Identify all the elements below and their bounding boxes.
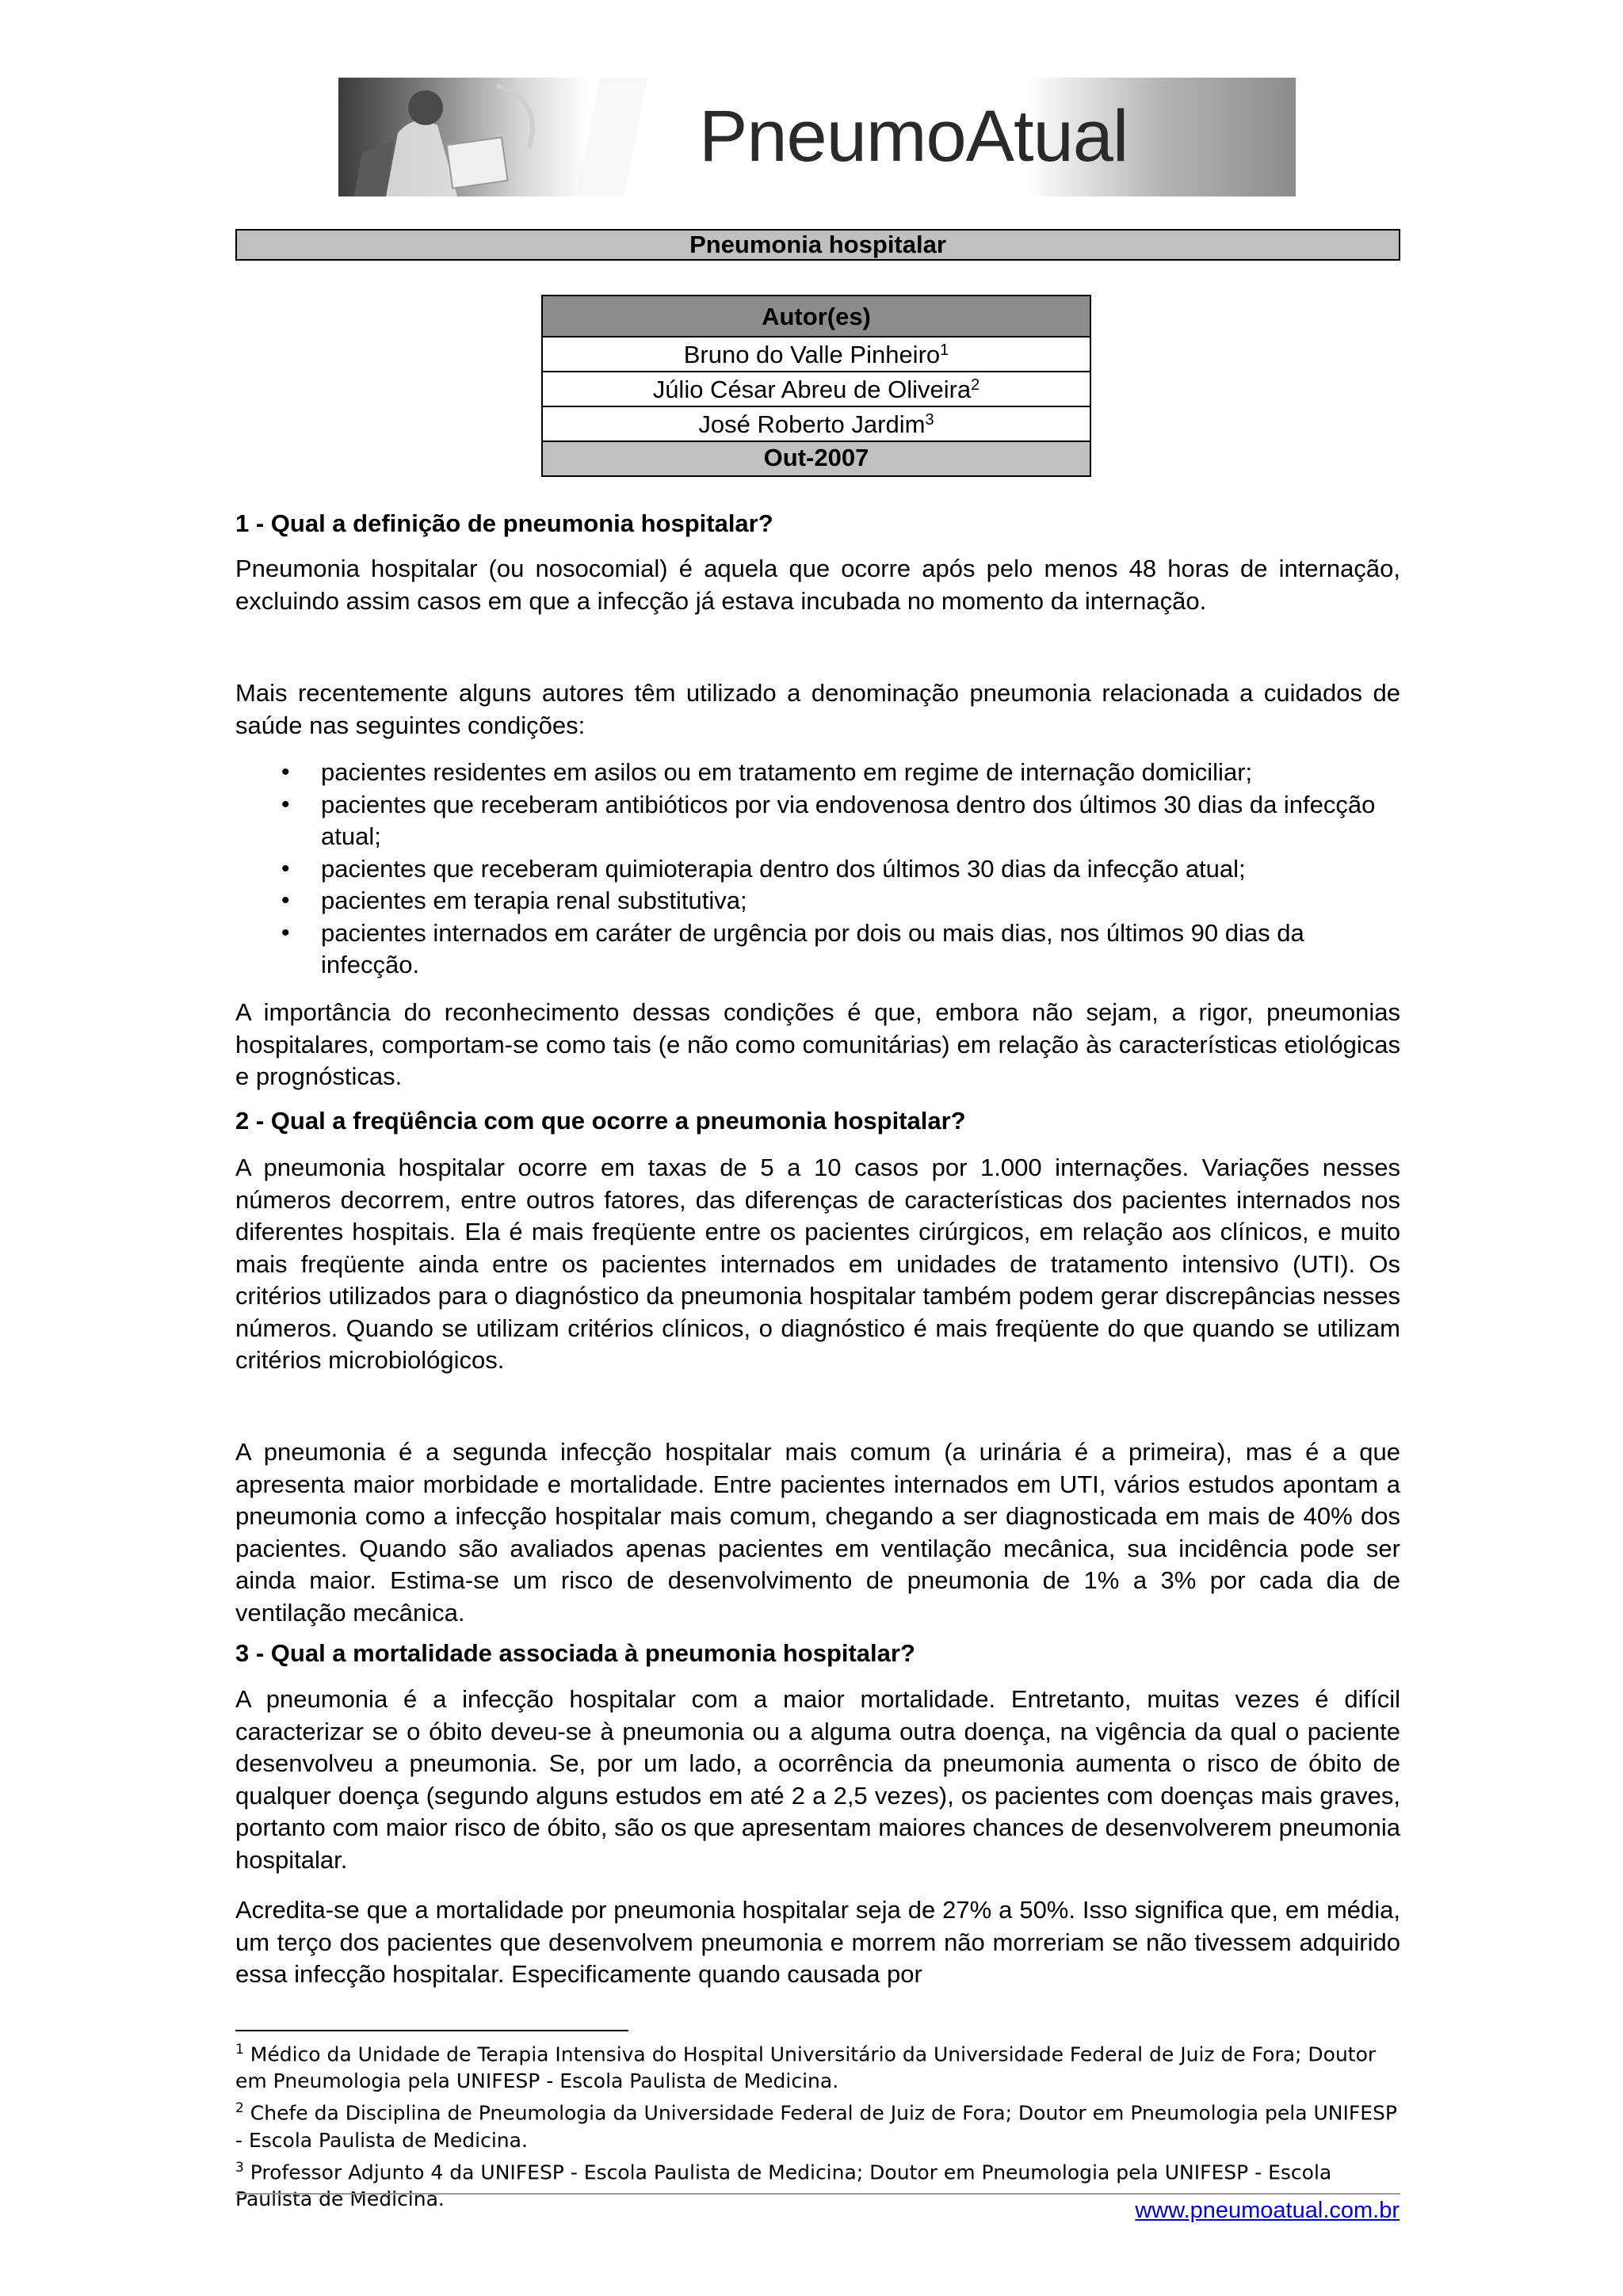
authors-table xyxy=(541,295,1091,477)
section-heading: 3 - Qual a mortalidade associada à pneumonia hospitalar? xyxy=(235,1639,915,1667)
list-item: • pacientes que receberam quimioterapia dentro dos últimos 30 dias da infecção atual; xyxy=(235,853,1400,886)
page-title: Pneumonia hospitalar xyxy=(235,229,1400,261)
footnote xyxy=(235,2095,1400,2153)
footnote-text: Médico da Unidade de Terapia Intensiva do Hospital Universitário da Universidade Federal de Juiz de Fora; Doutor em Pneumologia pela UNIFESP - Escola Paulista de Medicina. xyxy=(235,2042,1377,2093)
footnote-ref: 1 xyxy=(940,341,949,359)
paragraph: A importância do reconhecimento dessas condições é que, embora não sejam, a rigor, pneumonias hospitalares, comportam-se como tais (e não como comunitárias) em relação às características etiológicas e prognósticas. xyxy=(235,998,1400,1090)
doctor-photo xyxy=(338,78,671,196)
footnote-divider xyxy=(235,2030,628,2031)
paragraph: Mais recentemente alguns autores têm utilizado a denominação pneumonia relacionada a cuidados de saúde nas seguintes condições: xyxy=(235,679,1400,739)
bullet-list xyxy=(235,757,1400,982)
footnote-number: 3 xyxy=(235,2159,244,2176)
section-heading: 1 - Qual a definição de pneumonia hospitalar? xyxy=(235,509,773,537)
author-row xyxy=(543,407,1090,442)
footnote xyxy=(235,2036,1400,2095)
list-item: • pacientes internados em caráter de urgência por dois ou mais dias, nos últimos 90 dias da infecção. xyxy=(235,917,1400,982)
paragraph: A pneumonia é a infecção hospitalar com a maior mortalidade. Entretanto, muitas vezes é difícil caracterizar se o óbito deveu-se à pneumonia ou a alguma outra doença, na vigência da qual o paciente desenvolveu a pneumonia. Se, por um lado, a ocorrência da pneumonia aumenta o risco de óbito de qualquer doença (segundo alguns estudos em até 2 a 2,5 vezes), os pacientes com doenças mais graves, portanto com maior risco de óbito, são os que apresentam maiores chances de desenvolverem pneumonia hospitalar. xyxy=(235,1685,1400,1874)
author-name: Júlio César Abreu de Oliveira xyxy=(652,376,972,403)
list-item: • pacientes em terapia renal substitutiva; xyxy=(235,885,1400,917)
footnote-number: 1 xyxy=(235,2042,244,2058)
footnote-ref: 2 xyxy=(971,376,980,394)
authors-heading: Autor(es) xyxy=(543,296,1090,338)
author-row xyxy=(543,338,1090,372)
paragraph: A pneumonia é a segunda infecção hospitalar mais comum (a urinária é a primeira), mas é a que apresenta maior morbidade e mortalidade. Entre pacientes internados em UTI, vários estudos apontam a pneumonia como a infecção hospitalar mais comum, chegando a ser diagnosticada em mais de 40% dos pacientes. Quando são avaliados apenas pacientes em ventilação mecânica, sua incidência pode ser ainda maior. Estima-se um risco de desenvolvimento de pneumonia de 1% a 3% por cada dia de ventilação mecânica. xyxy=(235,1438,1400,1627)
footer-link[interactable]: www.pneumoatual.com.br xyxy=(1135,2198,1400,2223)
author-name: José Roberto Jardim xyxy=(698,410,926,438)
author-row xyxy=(543,372,1090,407)
list-item: • pacientes residentes em asilos ou em tratamento em regime de internação domiciliar; xyxy=(235,757,1400,789)
paragraph: A pneumonia hospitalar ocorre em taxas de 5 a 10 casos por 1.000 internações. Variações nesses números decorrem, entre outros fatores, das diferenças de características dos pacientes internados nos diferentes hospitais. Ela é mais freqüente entre os pacientes cirúrgicos, em relação aos clínicos, e muito mais freqüente ainda entre os pacientes internados em unidades de tratamento intensivo (UTI). Os critérios utilizados para o diagnóstico da pneumonia hospitalar também podem gerar discrepâncias nesses números. Quando se utilizam critérios clínicos, o diagnóstico é mais freqüente do que quando se utilizam critérios microbiológicos. xyxy=(235,1154,1400,1374)
footnote-number: 2 xyxy=(235,2100,244,2117)
author-name: Bruno do Valle Pinheiro xyxy=(683,341,941,368)
footnote-text: Professor Adjunto 4 da UNIFESP - Escola Paulista de Medicina; Doutor em Pneumologia pela UNIFESP - Escola Paulista de Medicina. xyxy=(235,2160,1332,2210)
section-heading: 2 - Qual a freqüência com que ocorre a pneumonia hospitalar? xyxy=(235,1107,966,1135)
footnote-text: Chefe da Disciplina de Pneumologia da Universidade Federal de Juiz de Fora; Doutor em Pneumologia pela UNIFESP - Escola Paulista de Medicina. xyxy=(235,2101,1397,2152)
paragraph: Acredita-se que a mortalidade por pneumonia hospitalar seja de 27% a 50%. Isso significa que, em média, um terço dos pacientes que desenvolvem pneumonia e morrem não morreriam se não tivessem adquirido essa infecção hospitalar. Especificamente quando causada por xyxy=(235,1896,1400,1988)
logo-text: PneumoAtual xyxy=(699,96,1128,177)
header-banner xyxy=(338,78,1296,196)
footnote-ref: 3 xyxy=(925,411,934,429)
paragraph: Pneumonia hospitalar (ou nosocomial) é aquela que ocorre após pelo menos 48 horas de internação, excluindo assim casos em que a infecção já estava incubada no momento da internação. xyxy=(235,555,1400,615)
list-item: • pacientes que receberam antibióticos por via endovenosa dentro dos últimos 30 dias da infecção atual; xyxy=(235,789,1400,853)
footnotes xyxy=(235,2036,1400,2213)
publication-date: Out-2007 xyxy=(543,442,1090,475)
